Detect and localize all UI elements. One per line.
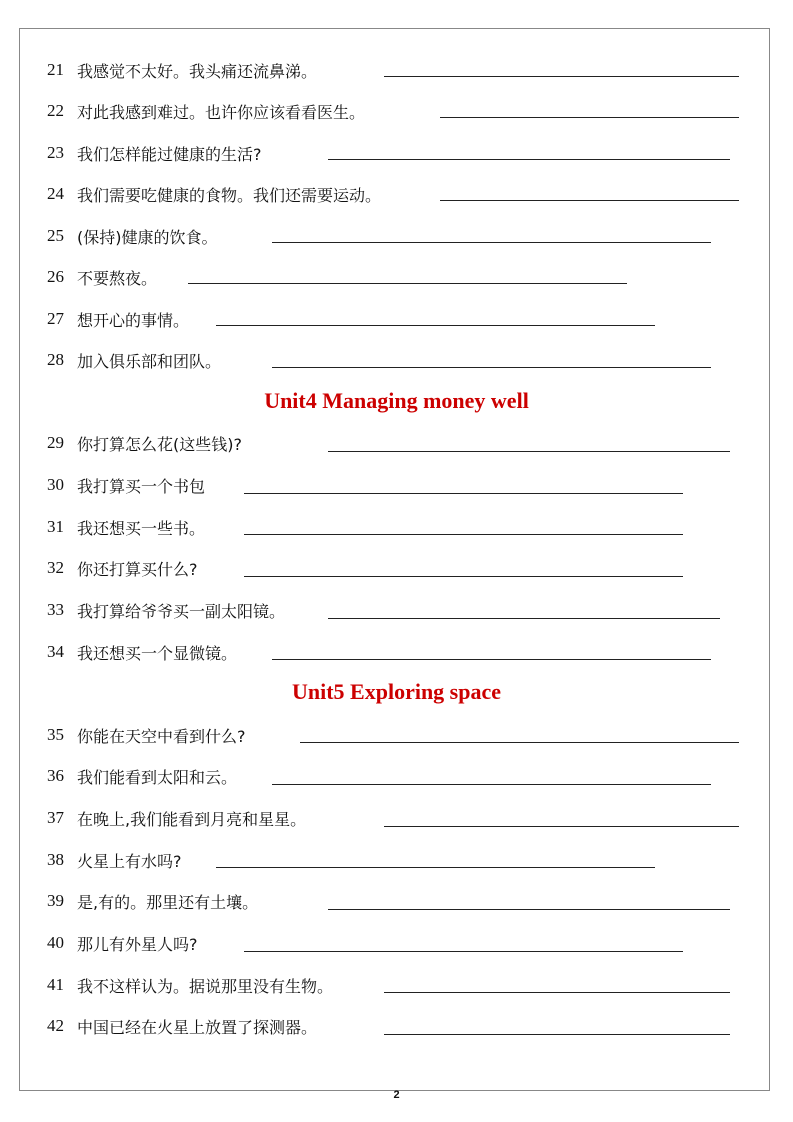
- item-number: 27: [47, 309, 64, 328]
- item-number: 25: [47, 226, 64, 245]
- item-prompt: 你打算怎么花(这些钱)?: [77, 434, 242, 454]
- item-number: 37: [47, 808, 64, 827]
- item-prompt: 在晚上,我们能看到月亮和星星。: [77, 809, 307, 829]
- exercise-item-29: [47, 429, 242, 457]
- item-prompt: 我不这样认为。据说那里没有生物。: [77, 976, 334, 996]
- item-prompt: 你能在天空中看到什么?: [77, 726, 246, 746]
- unit4-heading: Unit4 Managing money well: [264, 388, 529, 413]
- item-number: 40: [47, 933, 64, 952]
- answer-line-41[interactable]: [384, 992, 730, 993]
- item-prompt: 加入俱乐部和团队。: [77, 351, 222, 371]
- answer-line-30[interactable]: [244, 493, 683, 494]
- item-prompt: 我打算买一个书包: [77, 476, 206, 496]
- item-prompt: 火星上有水吗?: [77, 851, 182, 871]
- item-prompt: 我还想买一些书。: [77, 518, 206, 538]
- exercise-item-34: [47, 638, 237, 666]
- item-number: 30: [47, 475, 64, 494]
- item-prompt: 我们怎样能过健康的生活?: [77, 144, 262, 164]
- item-number: 42: [47, 1016, 64, 1035]
- item-prompt: 我打算给爷爷买一副太阳镜。: [77, 601, 286, 621]
- answer-line-21[interactable]: [384, 76, 739, 77]
- item-prompt: 中国已经在火星上放置了探测器。: [77, 1017, 318, 1037]
- exercise-item-40: [47, 929, 198, 957]
- answer-line-27[interactable]: [216, 325, 655, 326]
- item-prompt: 我们需要吃健康的食物。我们还需要运动。: [77, 185, 382, 205]
- exercise-item-35: [47, 721, 246, 749]
- item-number: 23: [47, 143, 64, 162]
- exercise-item-21: [47, 56, 317, 84]
- exercise-item-41: [47, 971, 333, 999]
- answer-line-31[interactable]: [244, 534, 683, 535]
- answer-line-39[interactable]: [328, 909, 730, 910]
- answer-line-34[interactable]: [272, 659, 711, 660]
- exercise-item-31: [47, 513, 205, 541]
- answer-line-26[interactable]: [188, 283, 627, 284]
- exercise-item-37: [47, 804, 306, 832]
- answer-line-38[interactable]: [216, 867, 655, 868]
- answer-line-25[interactable]: [272, 242, 711, 243]
- item-prompt: 你还打算买什么?: [77, 559, 198, 579]
- answer-line-23[interactable]: [328, 159, 730, 160]
- answer-line-24[interactable]: [440, 200, 739, 201]
- answer-line-32[interactable]: [244, 576, 683, 577]
- item-number: 33: [47, 600, 64, 619]
- exercise-item-39: [47, 887, 258, 915]
- exercise-item-23: [47, 139, 262, 167]
- answer-line-40[interactable]: [244, 951, 683, 952]
- answer-line-37[interactable]: [384, 826, 739, 827]
- exercise-item-25: [47, 222, 218, 250]
- exercise-item-30: [47, 471, 205, 499]
- item-number: 24: [47, 184, 64, 203]
- item-number: 35: [47, 725, 64, 744]
- item-number: 22: [47, 101, 64, 120]
- item-number: 29: [47, 433, 64, 452]
- item-number: 21: [47, 60, 64, 79]
- answer-line-28[interactable]: [272, 367, 711, 368]
- answer-line-35[interactable]: [300, 742, 739, 743]
- item-prompt: 是,有的。那里还有土壤。: [77, 892, 259, 912]
- exercise-item-42: [47, 1012, 317, 1040]
- item-number: 31: [47, 517, 64, 536]
- answer-line-42[interactable]: [384, 1034, 730, 1035]
- item-prompt: 不要熬夜。: [77, 268, 158, 288]
- answer-line-36[interactable]: [272, 784, 711, 785]
- page-number: 2: [393, 1089, 400, 1101]
- answer-line-33[interactable]: [328, 618, 720, 619]
- item-number: 36: [47, 766, 64, 785]
- item-prompt: (保持)健康的饮食。: [77, 227, 218, 247]
- item-number: 26: [47, 267, 64, 286]
- item-prompt: 对此我感到难过。也许你应该看看医生。: [77, 102, 366, 122]
- answer-line-22[interactable]: [440, 117, 739, 118]
- item-number: 32: [47, 558, 64, 577]
- exercise-item-26: [47, 263, 157, 291]
- exercise-item-27: [47, 305, 189, 333]
- answer-line-29[interactable]: [328, 451, 730, 452]
- exercise-item-22: [47, 97, 365, 125]
- item-number: 28: [47, 350, 64, 369]
- item-prompt: 我还想买一个显微镜。: [77, 643, 238, 663]
- item-prompt: 想开心的事情。: [77, 310, 190, 330]
- item-number: 34: [47, 642, 64, 661]
- item-number: 41: [47, 975, 64, 994]
- exercise-item-38: [47, 846, 182, 874]
- exercise-item-32: [47, 554, 198, 582]
- exercise-item-36: [47, 762, 237, 790]
- exercise-item-28: [47, 346, 221, 374]
- item-prompt: 我感觉不太好。我头痛还流鼻涕。: [77, 61, 318, 81]
- item-number: 39: [47, 891, 64, 910]
- item-number: 38: [47, 850, 64, 869]
- exercise-item-24: [47, 180, 381, 208]
- exercise-item-33: [47, 596, 285, 624]
- item-prompt: 我们能看到太阳和云。: [77, 767, 238, 787]
- unit5-heading: Unit5 Exploring space: [291, 679, 502, 704]
- item-prompt: 那儿有外星人吗?: [77, 934, 198, 954]
